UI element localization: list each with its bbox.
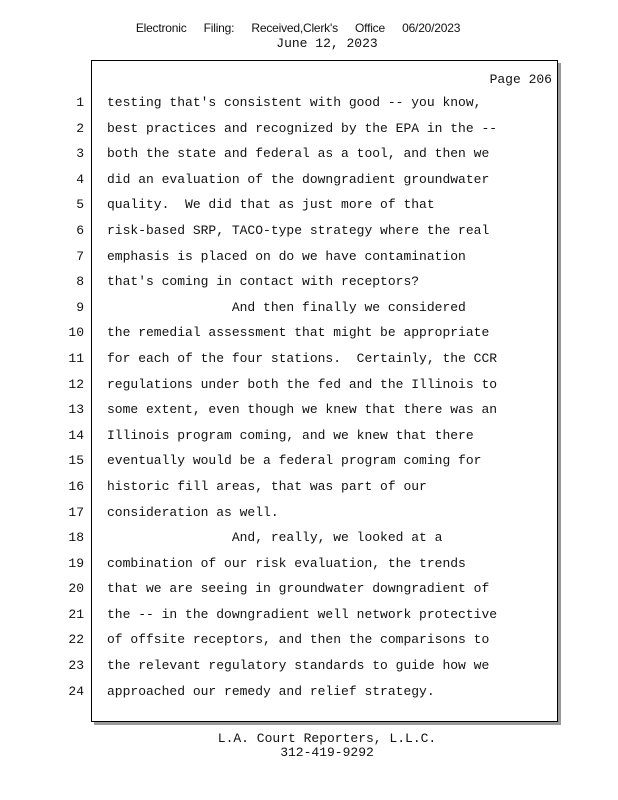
transcript-line: quality. We did that as just more of that xyxy=(107,197,435,213)
line-number: 2 xyxy=(76,120,84,136)
line-number: 6 xyxy=(76,222,84,238)
transcript-line: combination of our risk evaluation, the trends xyxy=(107,555,466,571)
page-footer xyxy=(0,732,618,760)
line-number: 10 xyxy=(68,325,84,341)
transcript-line: that we are seeing in groundwater downgradient of xyxy=(107,581,490,597)
transcript-date: June 12, 2023 xyxy=(276,36,378,51)
transcript-line: the relevant regulatory standards to guide how we xyxy=(107,658,490,674)
filing-stamp xyxy=(0,21,596,35)
transcript-line: the -- in the downgradient well network protective xyxy=(107,606,498,622)
transcript-line: that's coming in contact with receptors? xyxy=(107,274,420,290)
line-number: 8 xyxy=(76,274,84,290)
transcript-line: And, really, we looked at a xyxy=(107,530,443,546)
line-number: 14 xyxy=(68,427,84,443)
transcript-line: of offsite receptors, and then the comparisons to xyxy=(107,632,490,648)
line-number: 11 xyxy=(68,350,84,366)
transcript-line: historic fill areas, that was part of our xyxy=(107,478,427,494)
stamp-received: Received,Clerk's xyxy=(251,21,338,35)
transcript-line: both the state and federal as a tool, and then we xyxy=(107,146,490,162)
stamp-office: Office xyxy=(355,21,385,35)
transcript-line: Illinois program coming, and we knew that there xyxy=(107,427,474,443)
page-number: Page 206 xyxy=(489,72,552,87)
line-number: 13 xyxy=(68,402,84,418)
line-number: 5 xyxy=(76,197,84,213)
line-number: 1 xyxy=(76,95,84,110)
line-number: 3 xyxy=(76,146,84,162)
line-number: 12 xyxy=(68,376,84,392)
line-number: 17 xyxy=(68,504,84,520)
line-number: 23 xyxy=(68,658,84,674)
transcript-line: some extent, even though we knew that there was an xyxy=(107,402,498,418)
transcript-line: regulations under both the fed and the Illinois to xyxy=(107,376,498,392)
transcript-line: emphasis is placed on do we have contamination xyxy=(107,248,466,264)
line-numbers xyxy=(0,93,84,707)
reporter-phone: 312-419-9292 xyxy=(280,745,374,760)
line-number: 20 xyxy=(68,581,84,597)
line-number: 7 xyxy=(76,248,84,264)
transcript-line: for each of the four stations. Certainly, the CCR xyxy=(107,350,498,366)
line-number: 4 xyxy=(76,171,84,187)
transcript-line: did an evaluation of the downgradient groundwater xyxy=(107,171,490,187)
reporter-company: L.A. Court Reporters, L.L.C. xyxy=(217,731,437,746)
line-number: 18 xyxy=(68,530,84,546)
transcript-line: approached our remedy and relief strategy. xyxy=(107,683,435,699)
transcript-line: consideration as well. xyxy=(107,504,279,520)
transcript-line: the remedial assessment that might be appropriate xyxy=(107,325,490,341)
line-number: 9 xyxy=(76,299,84,315)
line-number: 19 xyxy=(68,555,84,571)
transcript-line: testing that's consistent with good -- you know, xyxy=(107,95,482,110)
transcript-line: risk-based SRP, TACO-type strategy where the real xyxy=(107,222,490,238)
stamp-electronic: Electronic xyxy=(135,21,187,35)
transcript-line: best practices and recognized by the EPA in the -- xyxy=(107,120,498,136)
line-number: 24 xyxy=(68,683,84,699)
line-number: 22 xyxy=(68,632,84,648)
line-number: 16 xyxy=(68,478,84,494)
stamp-filing: Filing: xyxy=(203,21,235,35)
transcript-line: eventually would be a federal program coming for xyxy=(107,453,482,469)
line-number: 15 xyxy=(68,453,84,469)
line-number: 21 xyxy=(68,606,84,622)
transcript-text xyxy=(107,93,547,707)
stamp-date: 06/20/2023 xyxy=(402,21,461,35)
transcript-line: And then finally we considered xyxy=(107,299,466,315)
